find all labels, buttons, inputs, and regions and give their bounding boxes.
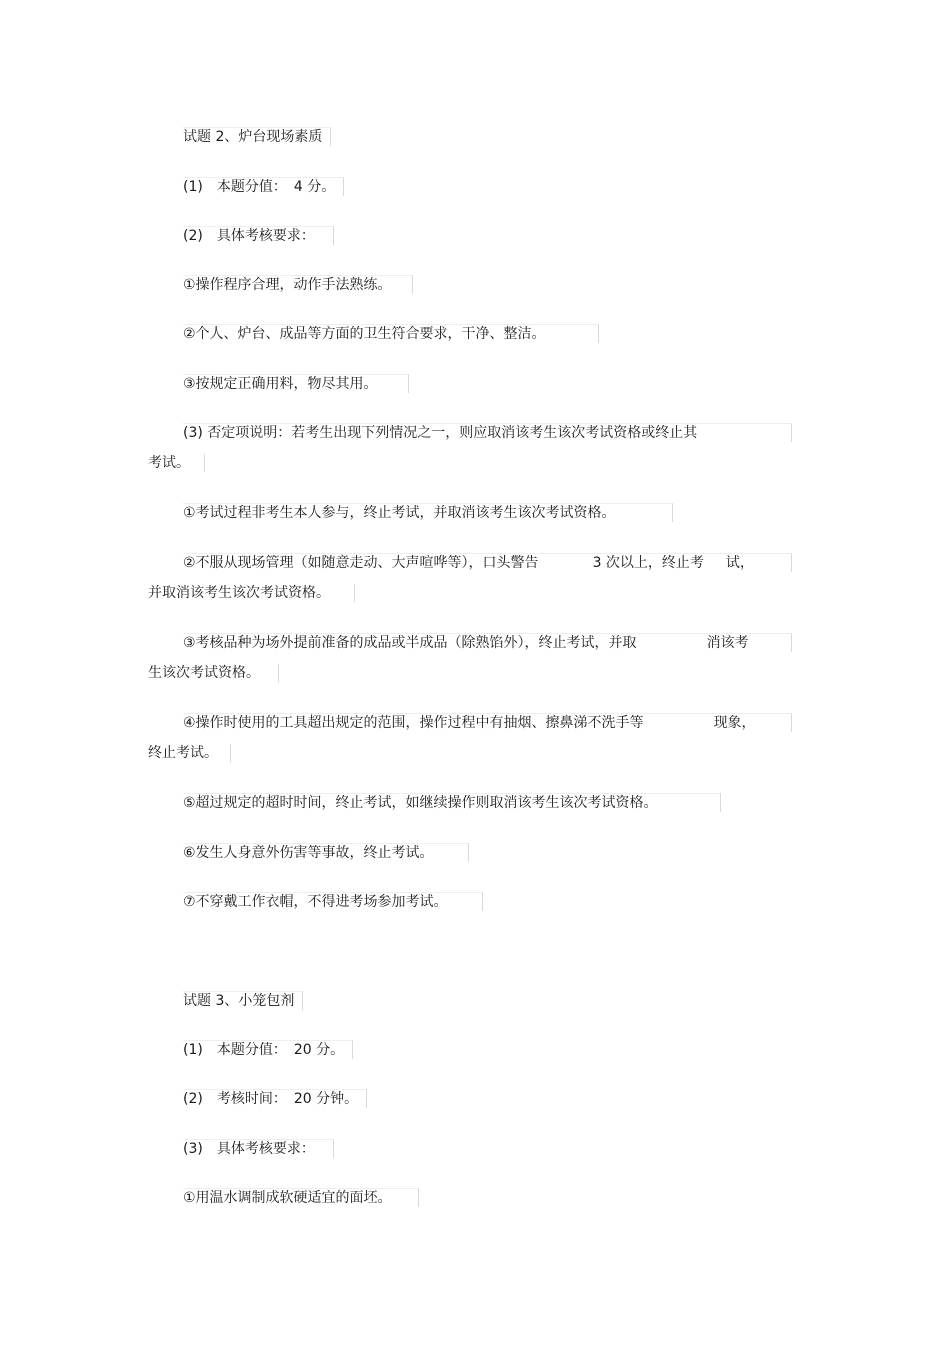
question-2-title: 试题 2、炉台现场素质 [183, 127, 331, 146]
negative-item-7: ⑦不穿戴工作衣帽，不得进考场参加考试。 [183, 892, 483, 911]
negative-item-2-text-c: 试， [725, 555, 754, 571]
negative-item-3 [183, 633, 792, 652]
negative-item-4-continued: 终止考试。 [148, 744, 231, 762]
question-2-requirements-title: (2) 具体考核要求： [183, 226, 334, 245]
question-3-requirement-1: ①用温水调制成软硬适宜的面坯。 [183, 1188, 419, 1207]
negative-item-3-text-a: ③考核品种为场外提前准备的成品或半成品（除熟馅外），终止考试，并取 [183, 635, 637, 651]
negative-item-5: ⑤超过规定的超时时间，终止考试，如继续操作则取消该考生该次考试资格。 [183, 793, 721, 812]
negative-item-1: ①考试过程非考生本人参与，终止考试，并取消该考生该次考试资格。 [183, 503, 673, 522]
question-3-title: 试题 3、小笼包剂 [183, 991, 303, 1010]
negative-item-3-text-b: 消该考 [706, 635, 749, 651]
question-2-requirement-3: ③按规定正确用料，物尽其用。 [183, 374, 409, 393]
negative-item-2-text-a: ②不服从现场管理（如随意走动、大声喧哗等），口头警告 [183, 555, 539, 571]
question-2-score: (1) 本题分值： 4 分。 [183, 177, 344, 196]
negative-item-2-text-b: 3 次以上，终止考 [592, 555, 704, 571]
question-3-score: (1) 本题分值： 20 分。 [183, 1040, 353, 1059]
negative-item-4-text-a: ④操作时使用的工具超出规定的范围，操作过程中有抽烟、擦鼻涕不洗手等 [183, 715, 644, 731]
negative-item-4-text-b: 现象， [713, 715, 756, 731]
negative-item-6: ⑥发生人身意外伤害等事故，终止考试。 [183, 843, 469, 862]
negative-item-2-continued: 并取消该考生该次考试资格。 [148, 584, 355, 602]
question-2-requirement-1: ①操作程序合理，动作手法熟练。 [183, 275, 413, 294]
question-3-requirements-title: (3) 具体考核要求： [183, 1139, 334, 1158]
question-3-time: (2) 考核时间： 20 分钟。 [183, 1089, 367, 1108]
negative-items-title: (3) 否定项说明：若考生出现下列情况之一，则应取消该考生该次考试资格或终止其 [183, 423, 792, 442]
negative-items-title-continued: 考试。 [148, 454, 205, 472]
negative-item-4 [183, 713, 792, 732]
question-2-requirement-2: ②个人、炉台、成品等方面的卫生符合要求，干净、整洁。 [183, 324, 599, 343]
negative-item-3-continued: 生该次考试资格。 [148, 664, 279, 682]
negative-item-2 [183, 553, 792, 572]
